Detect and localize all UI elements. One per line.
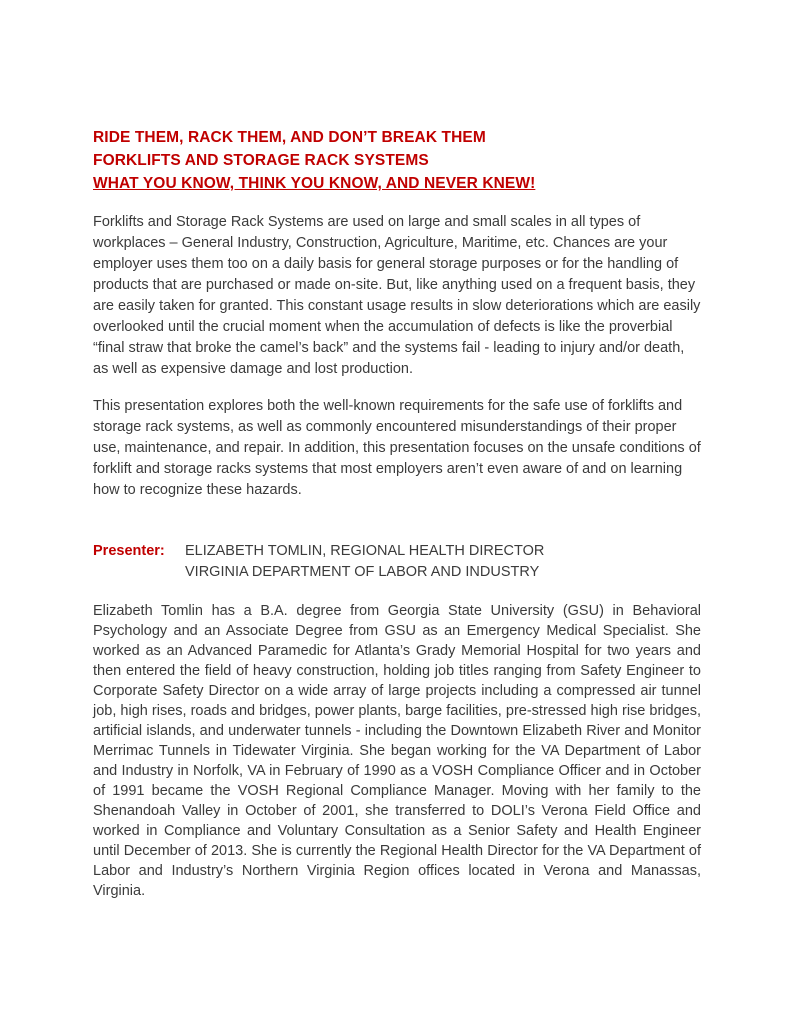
title-line-3: WHAT YOU KNOW, THINK YOU KNOW, AND NEVER KNEW! (93, 175, 536, 192)
document-title (93, 126, 701, 195)
title-line-1: RIDE THEM, RACK THEM, AND DON’T BREAK THEM (93, 129, 486, 146)
bio-paragraph: Elizabeth Tomlin has a B.A. degree from Georgia State University (GSU) in Behavioral Psychology and an Associate Degree from GSU as an Emergency Medical Specialist. She worked as an Advanced Paramedic for Atlanta’s Grady Memorial Hospital for two years and then entered the field of heavy construction, holding job titles ranging from Safety Engineer to Corporate Safety Director on a wide array of large projects including a compressed air tunnel job, high rises, roads and bridges, power plants, barge facilities, pre-stressed high rise bridges, artificial islands, and underwater tunnels - including the Downtown Elizabeth River and Monitor Merrimac Tunnels in Tidewater Virginia. She began working for the VA Department of Labor and Industry in Norfolk, VA in February of 1990 as a VOSH Compliance Officer and in October of 1991 became the VOSH Regional Compliance Manager. Moving with her family to the Shenandoah Valley in October of 2001, she transferred to DOLI’s Verona Field Office and worked in Compliance and Voluntary Consultation as a Senior Safety and Health Engineer until December of 2013. She is currently the Regional Health Director for the VA Department of Labor and Industry’s Northern Virginia Region offices located in Verona and Manassas, Virginia. (93, 603, 701, 899)
overview-paragraph: This presentation explores both the well-known requirements for the safe use of forklifts and storage rack systems, as well as commonly encountered misunderstandings of their proper use, maintenance, and repair. In addition, this presentation focuses on the unsafe conditions of forklift and storage racks systems that most employers aren’t even aware of and on learning how to recognize these hazards. (93, 398, 701, 498)
presenter-label: Presenter: (93, 543, 165, 559)
presenter-name-title: ELIZABETH TOMLIN, REGIONAL HEALTH DIRECTOR (185, 543, 545, 559)
title-line-2: FORKLIFTS AND STORAGE RACK SYSTEMS (93, 152, 429, 169)
presenter-organization: VIRGINIA DEPARTMENT OF LABOR AND INDUSTRY (185, 564, 540, 580)
intro-paragraph: Forklifts and Storage Rack Systems are used on large and small scales in all types of workplaces – General Industry, Construction, Agriculture, Maritime, etc. Chances are your employer uses them too on a daily basis for general storage purposes or for the handling of products that are purchased or made on-site. But, like anything used on a frequent basis, they are easily taken for granted. This constant usage results in slow deteriorations which are easily overlooked until the crucial moment when the accumulation of defects is like the proverbial “final straw that broke the camel’s back” and the systems fail - leading to injury and/or death, as well as expensive damage and lost production. (93, 214, 701, 377)
presenter-details (185, 541, 544, 583)
presenter-section (93, 541, 701, 583)
